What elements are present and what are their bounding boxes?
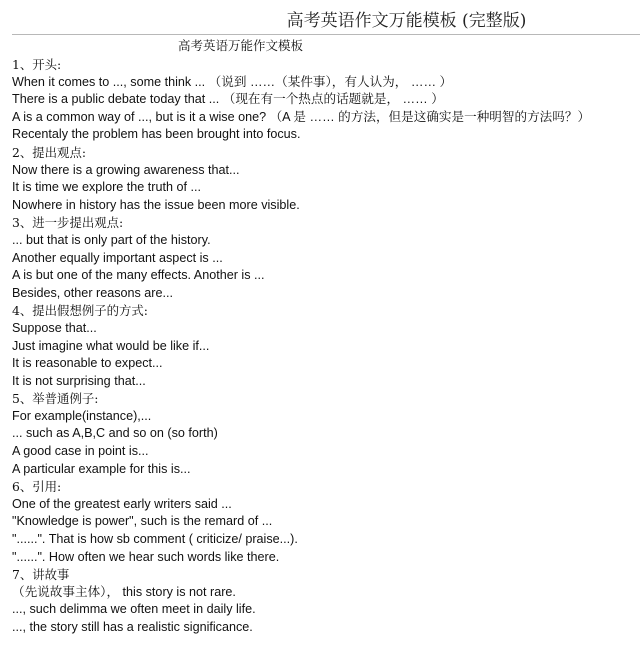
text-line: Besides, other reasons are...: [12, 285, 174, 300]
text-line: There is a public debate today that ... （现在有一个热点的话题就是， …… ）: [12, 92, 444, 107]
text-line: ... but that is only part of the history.: [12, 232, 211, 247]
text-line: One of the greatest early writers said ...: [12, 496, 232, 511]
text-line: It is time we explore the truth of ...: [12, 180, 201, 195]
text-line: Nowhere in history has the issue been more visible.: [12, 197, 300, 212]
text-line: Just imagine what would be like if...: [12, 338, 210, 353]
text-line: For example(instance),...: [12, 408, 152, 423]
document-title: 高考英语作文万能模板 (完整版): [286, 11, 527, 31]
text-line: "......". How often we hear such words like there.: [12, 549, 280, 564]
section-heading: 4、提出假想例子的方式:: [12, 303, 148, 319]
text-line: Another equally important aspect is ...: [12, 250, 223, 265]
header-divider: [12, 34, 640, 35]
text-line: "Knowledge is power", such is the remard of ...: [12, 514, 273, 529]
text-line: It is not surprising that...: [12, 373, 146, 388]
text-line: It is reasonable to expect...: [12, 356, 163, 371]
section-heading: 5、举普通例子:: [12, 391, 99, 407]
text-line: When it comes to ..., some think ... （说到 ……（某件事），有人认为， …… ）: [12, 74, 453, 89]
text-line: ..., the story still has a realistic significance.: [12, 620, 253, 634]
section-heading: 6、引用:: [12, 479, 62, 495]
text-line: ..., such delimma we often meet in daily life.: [12, 602, 256, 617]
text-line: "......". That is how sb comment ( criticize/ praise...).: [12, 532, 298, 547]
section-heading: 1、开头:: [12, 57, 62, 72]
document-subtitle: 高考英语万能作文模板: [178, 38, 304, 53]
text-line: Now there is a growing awareness that...: [12, 162, 240, 177]
section-heading: 3、进一步提出观点:: [12, 215, 124, 231]
section-heading: 2、提出观点:: [12, 144, 87, 160]
text-line: A is a common way of ..., but is it a wise one? （A 是 …… 的方法，但是这确实是一种明智的方法吗？）: [12, 109, 591, 124]
text-line: A good case in point is...: [12, 444, 149, 459]
text-body: [12, 56, 642, 637]
text-line: A is but one of the many effects. Another is ...: [12, 268, 265, 283]
section-heading: 7、讲故事: [12, 567, 70, 583]
text-line: Suppose that...: [12, 320, 97, 335]
text-line: ... such as A,B,C and so on (so forth): [12, 426, 218, 441]
text-line: Recentaly the problem has been brought into focus.: [12, 127, 301, 142]
text-line: A particular example for this is...: [12, 461, 191, 476]
text-line: （先说故事主体）， this story is not rare.: [12, 584, 236, 599]
